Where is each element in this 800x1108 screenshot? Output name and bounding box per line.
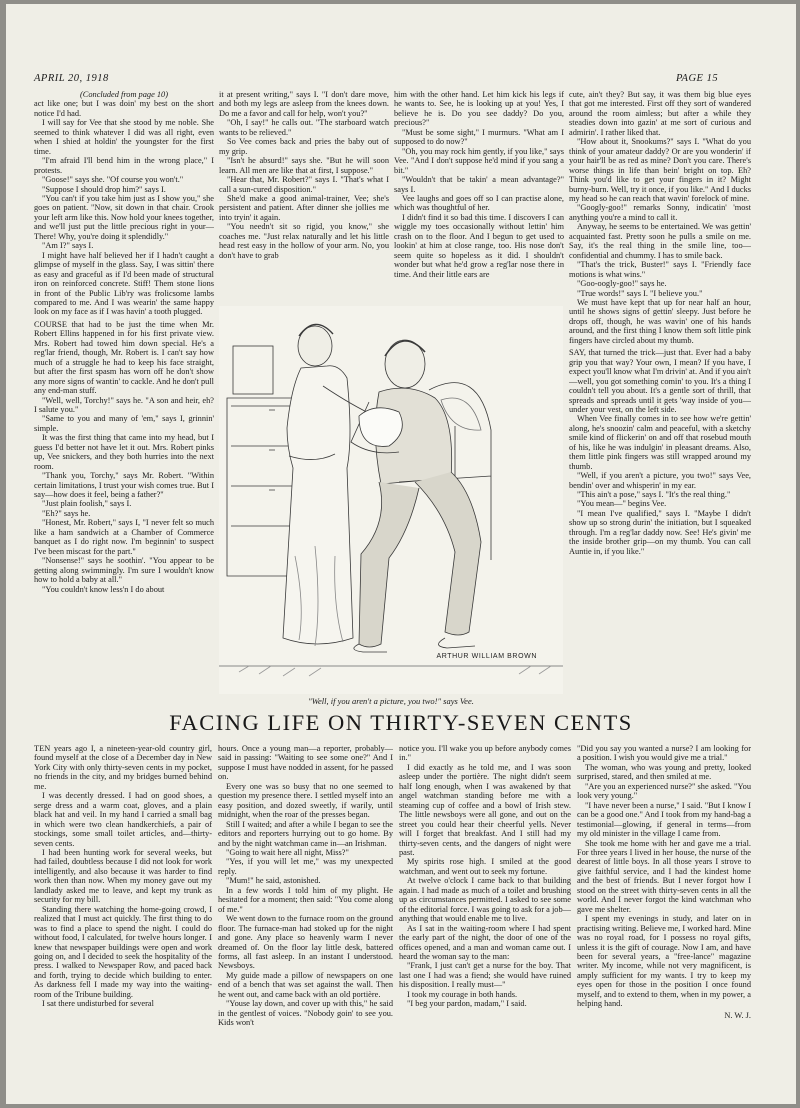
paragraph: him with the other hand. Let him kick his legs if he wants to. See, he is looking up at you! Yes, I believe he is. Do you see daddy? Do you, precious?" (394, 90, 564, 128)
magazine-page (6, 4, 796, 1104)
paragraph: She took me home with her and gave me a trial. For three years I lived in her house, the nurse of the dearest of little boys. In all those years I strove to give faithful service, and I had the kindest home and the best of friends. But I never forgot how I stood on the street with thirty-seven cents in all the world. And I never forgot the kind watchman who gave me shelter. (577, 838, 751, 914)
paragraph: "Are you an experienced nurse?" she asked. "You look very young." (577, 781, 751, 801)
paragraph: We went down to the furnace room on the ground floor. The furnace-man had stoked up for the night and gone. Any place so heavenly warm I never dreamed of. On the floor lay little desk, battered forms, all fast asleep. In an instant I understood. Newsboys. (218, 914, 393, 971)
paragraph: Still I waited; and after a while I began to see the editors and reporters hurrying out to go home. By and by the night watchman came in—an Irishman. (218, 819, 393, 848)
paragraph: "Wouldn't that be takin' a mean advantage?" says I. (394, 175, 564, 194)
paragraph: "Oh, you may rock him gently, if you like," says Vee. "And I don't suppose he'd mind if you sang a bit." (394, 146, 564, 175)
paragraph: The woman, who was young and pretty, looked surprised, stared, and then smiled at me. (577, 762, 751, 782)
paragraph: I will say for Vee that she stood by me noble. She seemed to think whatever I did was all right, even when I shied at holdin' the youngster for the first time. (34, 118, 214, 156)
paragraph: "True words!" says I. "I believe you." (577, 288, 703, 298)
paragraph: "Eh?" says he. (42, 508, 91, 518)
paragraph: "Oh, I say!" he calls out. "The starboard watch wants to be relieved." (219, 118, 389, 137)
paragraph: "Same to you and many of 'em," says I, grinnin' simple. (34, 414, 214, 433)
paragraph: I didn't find it so bad this time. I discovers I can wiggle my toes occasionally without lettin' him crash on to the floor. And I begun to get used to lookin' at him at close range, too. His nose don't seem quite so hopeless as it did. I shouldn't wonder but what he'd grow a reg'lar nose there in time. And their little ears are (394, 212, 564, 279)
paragraph: hours. Once a young man—a reporter, probably—said in passing: "Waiting to see some one?" And I suppose I must have nodded in assent, for he passed on. (218, 744, 393, 782)
paragraph: "How about it, Snookums?" says I. "What do you think of your amateur daddy? Or are you wonderin' if your hair'll be as red as mine? Don't you care. There's worse things in life than bein' bright on top. Eh? Think you'd like to get your fingers in it? Might burny-burn. Well, try it once, if you like." And I ducks my head so he can reach that wavin' forelock of mine. (569, 137, 751, 203)
paragraph: My guide made a pillow of newspapers on one end of a bench that was set against the wall. Then he went out, and came back with an old portière. (218, 970, 393, 999)
paragraph: "Yes, if you will let me," was my unexpected reply. (218, 857, 393, 876)
issue-date: APRIL 20, 1918 (34, 73, 109, 84)
story2-column-4 (577, 744, 751, 1094)
paragraph: Vee laughs and goes off so I can practise alone, which was thoughtful of her. (394, 193, 564, 213)
paragraph: "Honest, Mr. Robert," says I, "I never felt so much like a ham sandwich at a Chamber of Commerce banquet as I do right now. I'm beginnin' to suspect I've been miscast for the part." (34, 518, 214, 556)
paragraph: We must have kept that up for near half an hour, until he shows signs of gettin' sleepy. Just before he drops off, though, he was wavin' one of his hands around, and the first thing I know them soft little pink fingers have circled about my thumb. (569, 297, 751, 345)
paragraph: "Must be some sight," I murmurs. "What am I supposed to do now?" (394, 127, 564, 147)
paragraph: "Thank you, Torchy," says Mr. Robert. "Within certain limitations, I trust your wish comes true. But I say—how does it feel, being a father?" (34, 471, 214, 500)
paragraph: "Googly-goo!" remarks Sonny, indicatin' 'most anything you're a mind to call it. (569, 203, 751, 222)
illustration-drawing (219, 306, 563, 694)
paragraph: "Am I?" says I. (42, 241, 94, 251)
paragraph: "I have never been a nurse," I said. "But I know I can be a good one." And I took from my hand-bag a testimonial—glowing, if general in terms—from my old minister in the village I came from. (577, 800, 751, 839)
article-headline: FACING LIFE ON THIRTY-SEVEN CENTS (169, 710, 633, 735)
paragraph: "You couldn't know less'n I do about (42, 584, 165, 594)
story1-column-4 (569, 90, 751, 704)
paragraph: "Did you say you wanted a nurse? I am looking for a position. I wish you would give me a trial." (577, 744, 751, 763)
paragraph: "I mean I've qualified," says I. "Maybe I didn't show up so strong durin' the initiation, but I squeaked through. I'm a reg'lar daddy now. See! He's givin' me the inside brother grip—on my thumb. You can call Auntie in, if you like." (569, 508, 751, 556)
story1-column-3 (394, 90, 564, 302)
illustration (219, 306, 563, 694)
paragraph: "Well, well, Torchy!" says he. "A son and heir, eh? I salute you." (34, 395, 214, 414)
continuation-note: (Concluded from page 10) (80, 90, 168, 99)
paragraph: act like one; but I was doin' my best on the short notice I'd had. (34, 99, 214, 118)
paragraph: "I'm afraid I'll bend him in the wrong place," I protests. (34, 156, 214, 175)
paragraph: "Frank, I just can't get a nurse for the boy. That last one I had was a fiend; she would have ruined his disposition. I really must—" (399, 961, 571, 990)
story2-column-1 (34, 744, 212, 1094)
paragraph: My spirits rose high. I smiled at the good watchman, and went out to seek my fortune. (399, 857, 571, 876)
author-initials: N. W. J. (724, 1010, 751, 1020)
paragraph: Standing there watching the home-going crowd, I realized that I must act quickly. The first thing to do was to find a place to spend the night. I could do without food, I calculated, for twelve hours longer. I knew that newspaper buildings were open and work going on, and I decided to seek the hospitality of the press. I walked to Newspaper Row, and paced back and forth, trying to decide which building to enter. As darkness fell I made my way into the waiting-room of the Tribune building. (34, 904, 212, 999)
paragraph-drop-cap: COURSE that had to be just the time when Mr. Robert Ellins happened in for his first private view. Mrs. Robert had towed him down special. He's a reg'lar friend, though, Mr. Robert is. I can't say how much of a struggle he had to keep his face straight, but after the first spasm has worn off he don't show any more signs of wantin' to cackle. And he don't pull any end-man stuff. (34, 319, 214, 396)
paragraph: "Well, if you aren't a picture, you two!" says Vee, bendin' over and whisperin' in my ear. (569, 471, 751, 490)
paragraph: "That's the trick, Buster!" says I. "Friendly face motions is what wins." (569, 260, 751, 279)
paragraph: She'd make a good animal-trainer, Vee; she's persistent and patient. After dinner she jollies me into tryin' it again. (219, 193, 389, 222)
paragraph: It was the first thing that came into my head, but I guess I'd better not have let it out. Mrs. Robert pinks up, Vee snickers, and they both hurries into the next room. (34, 433, 214, 471)
paragraph: So Vee comes back and pries the baby out of my grip. (219, 137, 389, 156)
story2-column-2 (218, 744, 393, 1094)
paragraph: I did exactly as he told me, and I was soon asleep under the portière. The night didn't seem half long enough, when I was awakened by that angel watchman standing before me with a steaming cup of coffee and a bowl of Irish stew. The little newsboys were all gone, and out on the street you could hear their cheerful yells. Never will I forget that breakfast. And I still had my thirty-seven cents, and the dangers of night were past. (399, 762, 571, 857)
paragraph: "Going to wait here all night, Miss?" (226, 847, 349, 857)
paragraph: "You needn't sit so rigid, you know," she coaches me. "Just relax naturally and let his little head rest easy in the hollow of your arm. No, you don't have to grab (219, 222, 389, 260)
paragraph: As I sat in the waiting-room where I had spent the early part of the night, the door of one of the offices opened, and a man and woman came out. I heard the woman say to the man: (399, 923, 571, 961)
paragraph: I spent my evenings in study, and later on in practising writing. Believe me, I worked hard. Mine was no royal road, for I possess no royal gifts, unless it is the gift of courage. Now I am, and have been for several years, a "free-lance" magazine writer. My income, while not very magnificent, is amply sufficient for my wants. I try to keep my eyes open for those in the position I once found myself, and to extend to them, when in my power, a helping hand. (577, 914, 751, 1009)
paragraph: "This ain't a pose," says I. "It's the real thing." (577, 490, 731, 500)
paragraph: it at present writing," says I. "I don't dare move, and both my legs are asleep from the knees down. Do me a favor and call for help, won't you?" (219, 90, 389, 118)
paragraph: "I beg your pardon, madam," I said. (407, 999, 527, 1009)
paragraph: In a few words I told him of my plight. He hesitated for a moment; then said: "You come along of me." (218, 885, 393, 914)
paragraph: "Just plain foolish," says I. (42, 499, 132, 509)
paragraph: I sat there undisturbed for several (42, 999, 154, 1009)
paragraph-drop-cap: SAY, that turned the trick—just that. Ever had a baby grip you that way? Your own, I mean? If you have, I expect you'll know what I'm drivin' at. And if you ain't—well, you got something comin' to you. It's a thing I couldn't tell you about. It's a gentle sort of thrill, that spreads and spreads until it gets 'way inside of you—under your vest, on the left side. (569, 348, 751, 414)
page-number: PAGE 15 (676, 73, 719, 84)
story1-column-1 (34, 90, 214, 702)
paragraph: "Suppose I should drop him?" says I. (42, 184, 166, 194)
paragraph: cute, ain't they? But say, it was them big blue eyes that got me interested. First off they sort of wandered around the room aimless; but after a while they steadies down into gazin' at me sort of curious and admirin'. I rather liked that. (569, 90, 751, 137)
paragraph: notice you. I'll wake you up before anybody comes in." (399, 744, 571, 763)
paragraph: At twelve o'clock I came back to that building again. I had made as much of a toilet and brushing up as circumstances permitted. I asked to see some of the editorial force. I was going to ask for a job—anything that would enable me to live. (399, 876, 571, 924)
paragraph: "You can't if you take him just as I show you," she goes on patient. "Now, sit down in that chair. Crook your left arm like this. Now hold your knees together, and we'll just put the little precious right in your— There! Why, you're doing it splendidly." (34, 193, 214, 241)
paragraph: When Vee finally comes in to see how we're gettin' along, he's snoozin' calm and peaceful, with a sketchy smile kind of flickerin' on and off that rosebud mouth of his, like he was indulgin' in pleasant dreams. Also, them little pink fingers was still wrapped around my thumb. (569, 414, 751, 471)
paragraph: "Isn't he absurd!" says she. "But he will soon learn. All men are like that at first, I suppose." (219, 156, 389, 175)
paragraph: I took my courage in both hands. (407, 989, 518, 999)
paragraph: "Hear that, Mr. Robert?" says I. "That's what I call a sun-cured disposition." (219, 175, 389, 194)
artist-signature: ARTHUR WILLIAM BROWN (436, 653, 537, 660)
paragraph: "Nonsense!" says he soothin'. "You appear to be getting along swimmingly. I'm sure I wouldn't know how to hold a baby at all." (34, 556, 214, 585)
paragraph: I had been hunting work for several weeks, but had failed, doubtless because I did not look for work intelligently, and also because it was harder to find work then than now. When my money gave out my landlady asked me to leave, and kept my trunk as security for my bill. (34, 847, 212, 905)
paragraph: Every one was so busy that no one seemed to question my presence there. I settled myself into an easy position, and dozed sweetly, if warily, until midnight, when the roar of the presses began. (218, 781, 393, 820)
story1-column-2 (219, 90, 389, 302)
mirror-frame (233, 346, 273, 394)
paragraph: "Goo-oogly-goo!" says he. (577, 279, 667, 289)
story2-column-3 (399, 744, 571, 1094)
paragraph: Anyway, he seems to be entertained. We was gettin' acquainted fast. Pretty soon he pulls a smile on me. Say, it's the real thing in the smile line, too—confidential and chummy. I has to smile back. (569, 222, 751, 260)
paragraph: "Goose!" says she. "Of course you won't." (42, 175, 184, 185)
illustration-caption: "Well, if you aren't a picture, you two!" says Vee. (308, 696, 474, 706)
paragraph: I was decently dressed. I had on good shoes, a serge dress and a warm coat, gloves, and a plain black hat and veil. In my hand I carried a small bag in which were two clean handkerchiefs, a pair of stockings, some small toilet articles, and—thirty-seven cents. (34, 791, 212, 848)
paragraph: "Mum!" he said, astonished. (226, 876, 321, 886)
paragraph: "You mean—" begins Vee. (577, 499, 667, 509)
paragraph-drop-cap: TEN years ago I, a nineteen-year-old country girl, found myself at the close of a December day in New York City with only thirty-seven cents in my pocket, no friends in the city, and my bridges burned behind me. (34, 744, 212, 791)
paragraph: I might have half believed her if I hadn't caught a glimpse of myself in the glass. Say, I was sittin' there as easy and graceful as if I'd been made of structural iron on reinforced concrete. Stiff! Them stone lions in front of the Public Lib'ry was frolicsome lambs compared to me. And I was wearin' the same happy look on my face as if I was havin' a tooth plugged. (34, 250, 214, 317)
paragraph: "Youse lay down, and cover up with this," he said in the gentlest of voices. "Nobody goin' to see you. Kids won't (218, 999, 393, 1028)
